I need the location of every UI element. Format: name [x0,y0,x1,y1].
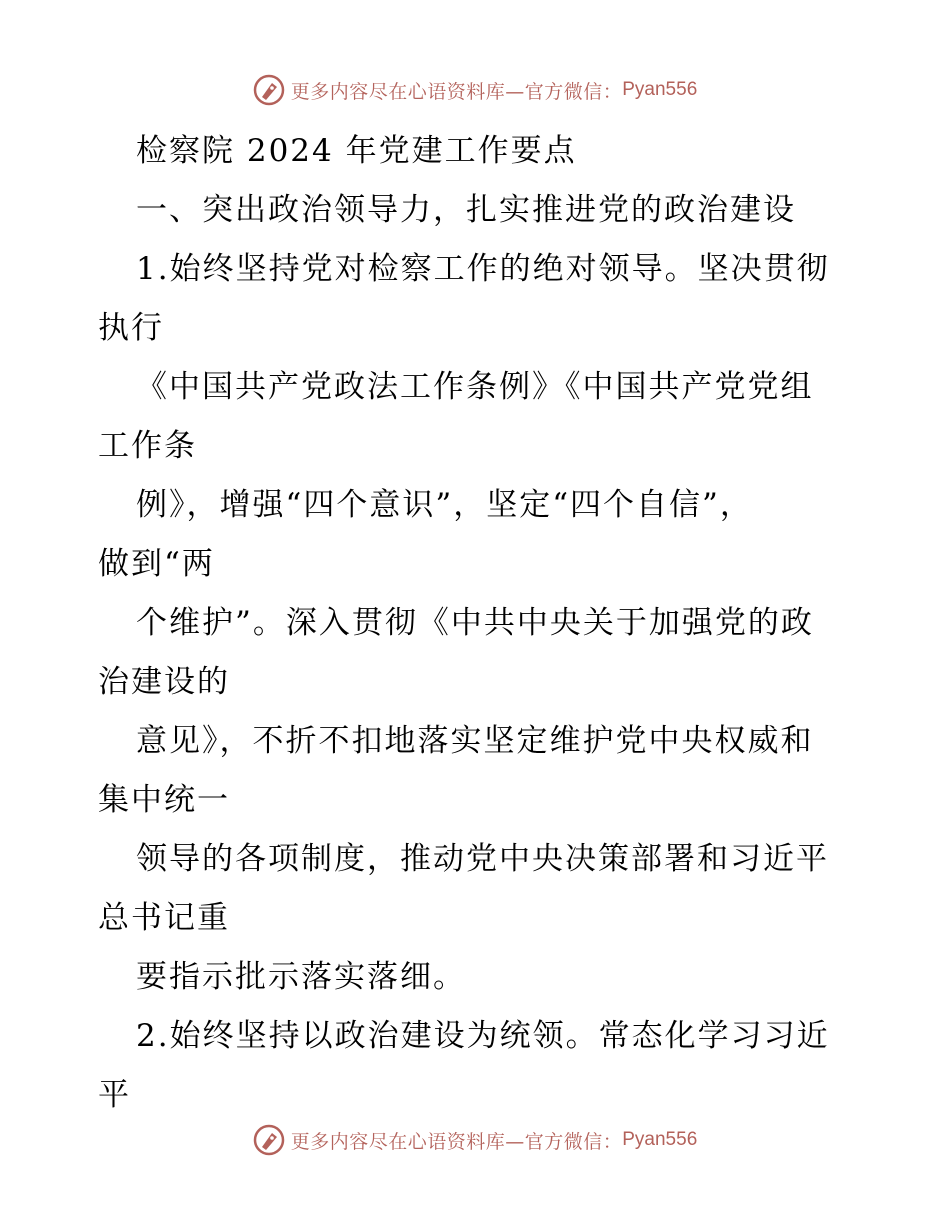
paragraph-line: 意见》，不折不扣地落实坚定维护党中央权威和 [136,723,814,759]
watermark-text: 更多内容尽在心语资料库—官方微信： [290,80,623,103]
paragraph-line: 领导的各项制度，推动党中央决策部署和习近平 [136,841,829,877]
paragraph-line: 1.始终坚持党对检察工作的绝对领导。坚决贯彻 [136,251,830,287]
paragraph-line: 执行 [98,310,164,346]
paragraph-line: 个维护”。深入贯彻《中共中央关于加强党的政 [136,605,814,641]
document-title: 检察院 2024 年党建工作要点 [136,133,577,169]
document-body [98,122,858,1125]
paragraph-line: 总书记重 [98,900,230,936]
paragraph-line: 2.始终坚持以政治建设为统领。常态化学习习近 [136,1018,830,1054]
footer-watermark [0,1120,950,1160]
watermark-wechat-id: Pyan556 [622,1129,698,1150]
watermark-text: 更多内容尽在心语资料库—官方微信： [290,1130,623,1153]
paragraph-line: 《中国共产党政法工作条例》《中国共产党党组 [136,369,814,405]
paragraph-line: 例》，增强“四个意识”，坚定“四个自信”， [136,487,753,523]
paragraph-line: 平 [98,1077,131,1113]
pen-nib-logo-icon [253,1124,285,1156]
paragraph-line: 做到“两 [98,546,215,582]
watermark-wechat-id: Pyan556 [622,79,698,100]
header-watermark [0,70,950,110]
paragraph-line: 集中统一 [98,782,230,818]
paragraph-line: 治建设的 [98,664,230,700]
paragraph-line: 工作条 [98,428,197,464]
paragraph-line: 要指示批示落实落细。 [136,959,466,995]
section-heading: 一、突出政治领导力，扎实推进党的政治建设 [136,192,796,228]
pen-nib-logo-icon [253,74,285,106]
